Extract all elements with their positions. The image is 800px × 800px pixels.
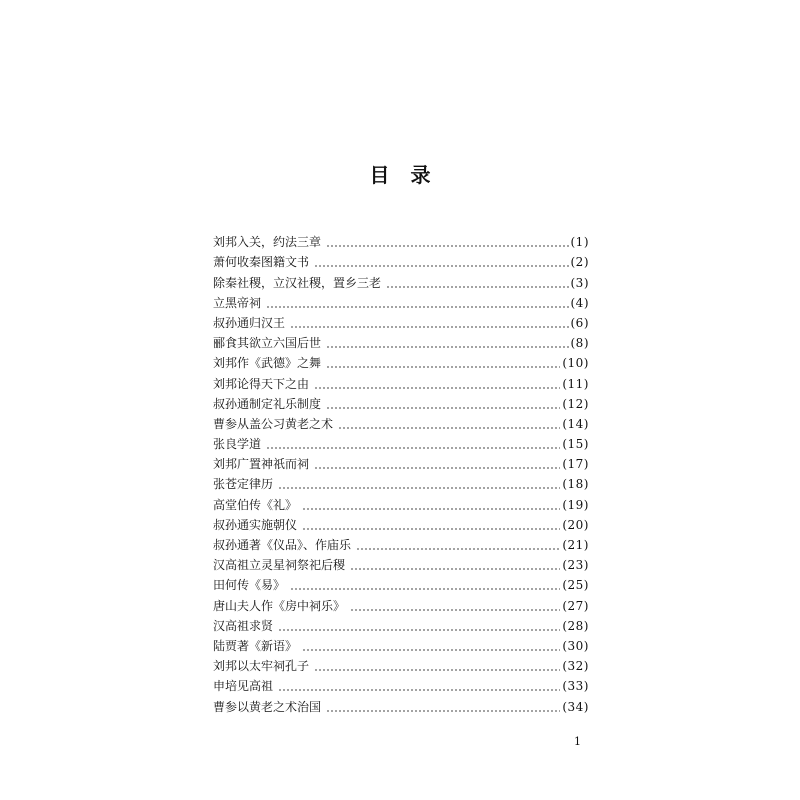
dot-leader	[314, 374, 560, 394]
toc-entry-title: 陆贾著《新语》	[213, 638, 298, 653]
dot-leader	[314, 656, 560, 676]
dot-leader	[278, 676, 560, 696]
toc-entry	[213, 353, 589, 373]
dot-leader	[338, 414, 560, 434]
dot-leader	[302, 495, 560, 515]
dot-leader	[290, 313, 568, 333]
dot-leader	[326, 697, 560, 717]
toc-entry-title: 唐山夫人作《房中祠乐》	[213, 598, 346, 613]
toc-entry	[213, 616, 589, 636]
toc-entry-page: (25)	[562, 578, 589, 593]
toc-entry-title: 刘邦以太牢祠孔子	[213, 659, 310, 674]
toc-entry-page: (18)	[562, 477, 589, 492]
toc-entry-title: 叔孙通归汉王	[213, 315, 286, 330]
dot-leader	[314, 252, 568, 272]
dot-leader	[326, 394, 560, 414]
toc-entry-page: (33)	[562, 679, 589, 694]
toc-entry-title: 刘邦广置神祇而祠	[213, 457, 310, 472]
dot-leader	[290, 575, 560, 595]
toc-entry-title: 张良学道	[213, 437, 262, 452]
dot-leader	[326, 232, 568, 252]
toc-entry-page: (17)	[562, 457, 589, 472]
toc-entry-title: 田何传《易》	[213, 578, 286, 593]
toc-entry-title: 刘邦论得天下之由	[213, 376, 310, 391]
toc-entry-page: (27)	[562, 598, 589, 613]
toc-entry-title: 叔孙通实施朝仪	[213, 517, 298, 532]
toc-entry	[213, 636, 589, 656]
toc-entry-title: 汉高祖求贤	[213, 618, 274, 633]
toc-entry	[213, 555, 589, 575]
toc-entry-title: 汉高祖立灵星祠祭祀后稷	[213, 558, 346, 573]
toc-entry	[213, 454, 589, 474]
toc-entry-page: (10)	[562, 356, 589, 371]
toc-entry-page: (20)	[562, 517, 589, 532]
toc-entry	[213, 434, 589, 454]
toc-entry-title: 立黑帝祠	[213, 295, 262, 310]
toc-entry	[213, 414, 589, 434]
toc-entry	[213, 474, 589, 494]
toc-entry-page: (34)	[562, 699, 589, 714]
toc-entry-page: (28)	[562, 618, 589, 633]
toc-entry-page: (3)	[570, 275, 589, 290]
toc-entry	[213, 676, 589, 696]
toc-entry	[213, 515, 589, 535]
toc-entry-title: 曹参从盖公习黄老之术	[213, 416, 334, 431]
toc-entry	[213, 293, 589, 313]
toc-entry-title: 张苍定律历	[213, 477, 274, 492]
dot-leader	[302, 636, 560, 656]
toc-entry	[213, 595, 589, 615]
toc-entry	[213, 313, 589, 333]
toc-entry-page: (15)	[562, 437, 589, 452]
toc-entry-title: 除秦社稷，立汉社稷，置乡三老	[213, 275, 382, 290]
toc-entry	[213, 696, 589, 716]
toc-entry-title: 萧何收秦图籍文书	[213, 255, 310, 270]
toc-entry-title: 曹参以黄老之术治国	[213, 699, 322, 714]
toc-entry-page: (30)	[562, 638, 589, 653]
toc-entry	[213, 656, 589, 676]
toc-entry	[213, 272, 589, 292]
dot-leader	[266, 293, 568, 313]
toc-entry-page: (11)	[562, 376, 589, 391]
toc-list	[213, 232, 589, 717]
dot-leader	[266, 434, 560, 454]
toc-entry-page: (21)	[562, 538, 589, 552]
toc-entry-title: 申培见高祖	[213, 679, 274, 694]
toc-entry-page: (19)	[562, 497, 589, 512]
toc-entry	[213, 232, 589, 252]
toc-entry-title: 叔孙通制定礼乐制度	[213, 396, 322, 411]
toc-entry-page: (32)	[562, 659, 589, 674]
toc-entry	[213, 394, 589, 414]
toc-entry	[213, 252, 589, 272]
toc-entry-page: (8)	[570, 336, 589, 351]
dot-leader	[278, 474, 560, 494]
toc-entry	[213, 373, 589, 393]
dot-leader	[278, 616, 560, 636]
toc-entry-title: 叔孙通著《仪品》、作庙乐	[213, 538, 352, 552]
toc-entry-title: 郦食其欲立六国后世	[213, 336, 322, 351]
toc-entry-title: 刘邦入关，约法三章	[213, 235, 322, 250]
dot-leader	[350, 555, 560, 575]
toc-entry-page: (2)	[570, 255, 589, 270]
toc-entry-title: 刘邦作《武德》之舞	[213, 356, 322, 371]
toc-entry	[213, 535, 589, 555]
dot-leader	[326, 353, 560, 373]
dot-leader	[386, 273, 568, 293]
page-title: 目 录	[369, 163, 431, 188]
toc-entry-page: (23)	[562, 558, 589, 573]
toc-entry-page: (4)	[570, 295, 589, 310]
toc-entry-page: (14)	[562, 416, 589, 431]
toc-entry	[213, 333, 589, 353]
page-number: 1	[574, 735, 581, 748]
dot-leader	[302, 515, 560, 535]
toc-entry-title: 高堂伯传《礼》	[213, 497, 298, 512]
toc-entry-page: (12)	[562, 396, 589, 411]
dot-leader	[356, 535, 560, 555]
dot-leader	[314, 454, 560, 474]
dot-leader	[350, 596, 560, 616]
dot-leader	[326, 333, 568, 353]
toc-entry	[213, 494, 589, 514]
toc-entry	[213, 575, 589, 595]
toc-entry-page: (6)	[570, 315, 589, 330]
toc-entry-page: (1)	[570, 235, 589, 250]
